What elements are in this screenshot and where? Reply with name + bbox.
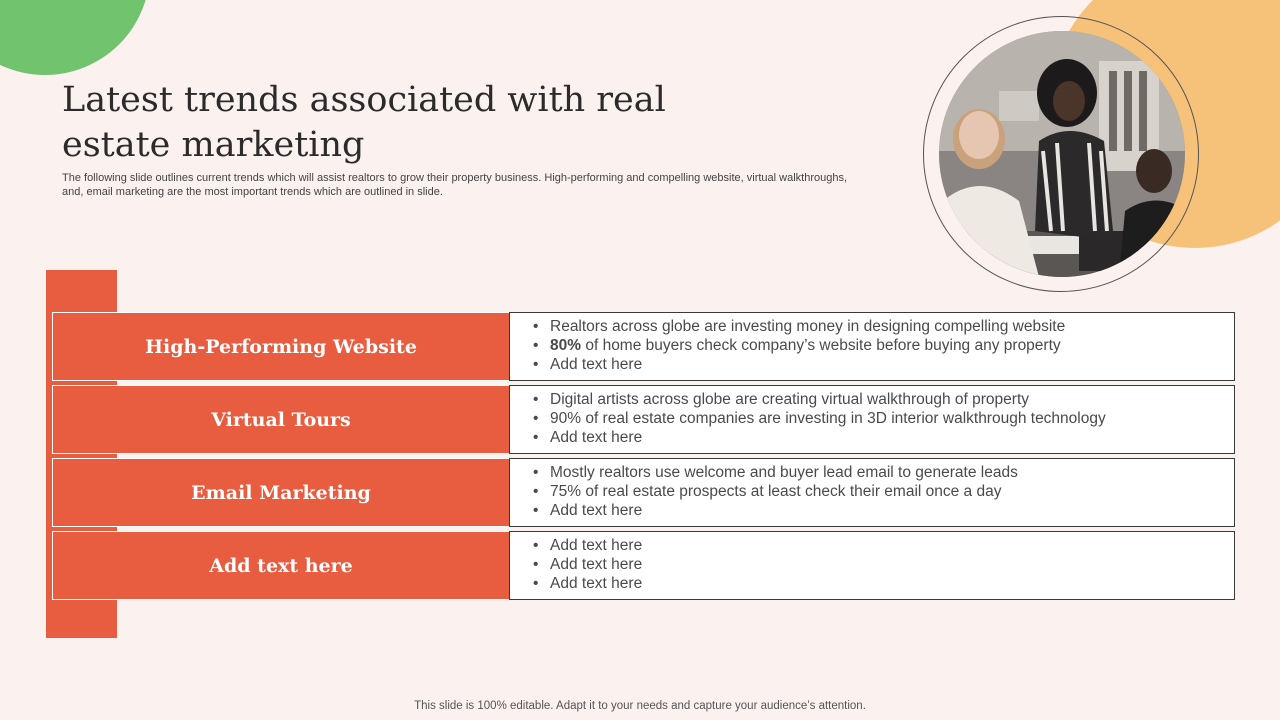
bullet-text: Add text here [550,356,643,373]
trend-label: High-Performing Website [52,312,510,381]
trend-bullet [550,463,1234,482]
trend-bullet [550,536,1234,555]
trend-label: Virtual Tours [52,385,510,454]
bullet-highlight: 80% [550,337,582,354]
bullet-text: Add text here [550,502,643,519]
trend-details-box [509,385,1235,454]
trend-row [52,385,1235,454]
trend-bullet [550,317,1234,336]
bullet-text: Digital artists across globe are creating virtual walkthrough of property [550,391,1030,408]
bullet-text: Realtors across globe are investing money in designing compelling website [550,318,1066,335]
bullet-text: 75% of real estate prospects at least check their email once a day [550,483,1002,500]
trend-bullet [550,390,1234,409]
trend-row [52,312,1235,381]
trend-label: Add text here [52,531,510,600]
trend-details-box [509,458,1235,527]
trend-bullet [550,482,1234,501]
trend-bullet [550,555,1234,574]
bullet-text: Mostly realtors use welcome and buyer lead email to generate leads [550,464,1018,481]
trend-bullet [550,574,1234,593]
page-subtitle: The following slide outlines current trends which will assist realtors to grow their property business. High-performing and compelling website, virtual walkthroughs, and, email marketing are the most important trends which are outlined in slide. [62,172,848,198]
trend-row [52,458,1235,527]
footer-note: This slide is 100% editable. Adapt it to your needs and capture your audience’s attention. [414,700,866,712]
trend-bullet [550,428,1234,447]
decorative-green-circle [0,0,150,75]
bullet-text: of home buyers check company’s website before buying any property [581,337,1061,354]
trend-bullet [550,501,1234,520]
trend-row [52,531,1235,600]
bullet-text: Add text here [550,429,643,446]
trend-details-box [509,312,1235,381]
trend-label: Email Marketing [52,458,510,527]
bullet-text: Add text here [550,537,643,554]
team-meeting-photo [939,31,1185,277]
trend-bullet [550,336,1234,355]
photo-illustration [939,31,1185,277]
bullet-text: Add text here [550,575,643,592]
bullet-text: Add text here [550,556,643,573]
page-title: Latest trends associated with real estate marketing [62,80,666,165]
bullet-text: 90% of real estate companies are investing in 3D interior walkthrough technology [550,410,1106,427]
trend-bullet [550,355,1234,374]
trend-bullet [550,409,1234,428]
trend-details-box [509,531,1235,600]
